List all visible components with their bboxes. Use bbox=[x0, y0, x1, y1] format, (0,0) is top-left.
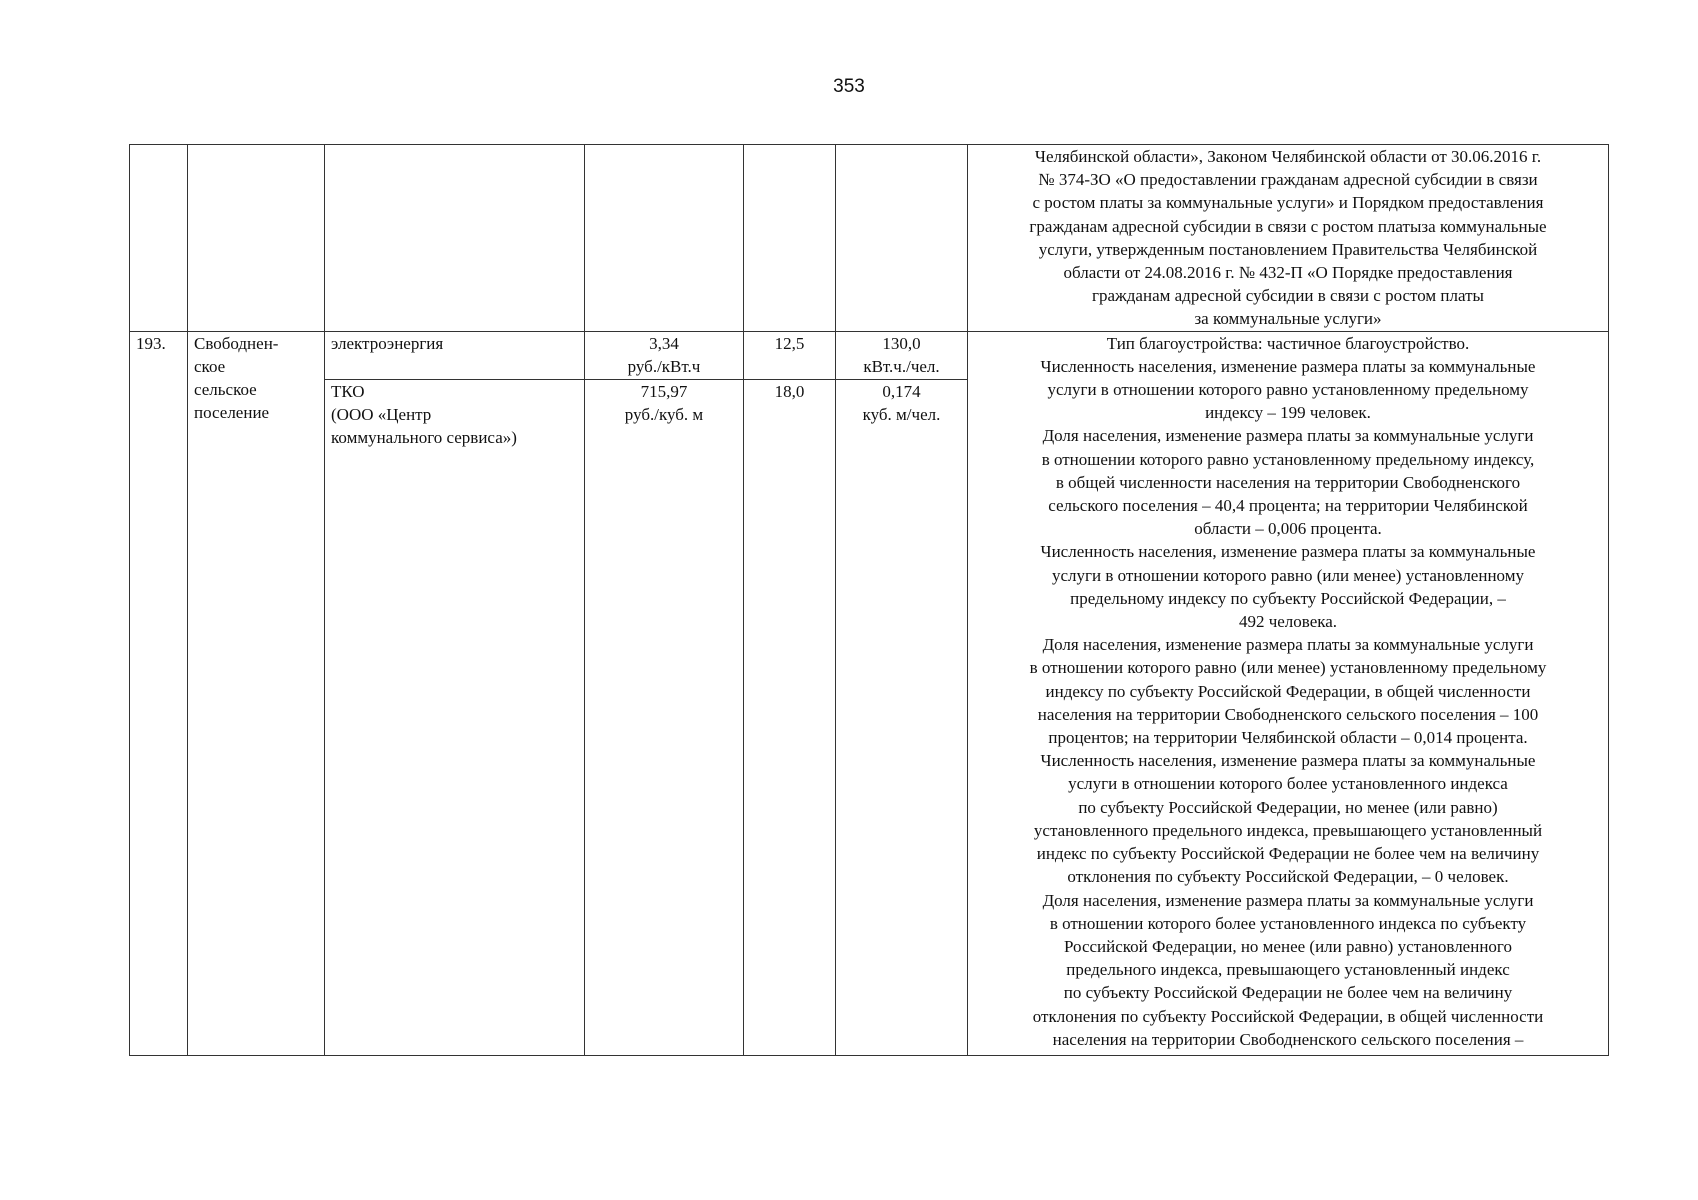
note-line: Челябинской области», Законом Челябинской области от 30.06.2016 г. bbox=[1034, 147, 1542, 166]
note-line: индексу – 199 человек. bbox=[1205, 403, 1371, 423]
note-line: индекс по субъекту Российской Федерации не более чем на величину bbox=[1036, 844, 1540, 864]
row-notes bbox=[968, 331, 1609, 1055]
service-tariff: 3,34 руб./кВт.ч bbox=[585, 331, 744, 379]
note-line: гражданам адресной субсидии в связи с ростом платыза коммунальные bbox=[1029, 216, 1547, 236]
note-line: Численность населения, изменение размера платы за коммунальные bbox=[1040, 751, 1536, 771]
note-line: по субъекту Российской Федерации, но менее (или равно) bbox=[1078, 797, 1498, 817]
note-line: № 374-ЗО «О предоставлении гражданам адресной субсидии в связи bbox=[1038, 170, 1538, 190]
note-line: гражданам адресной субсидии в связи с ростом платы bbox=[1092, 286, 1484, 306]
note-line: установленного предельного индекса, превышающего установленный bbox=[1033, 820, 1543, 840]
note-line: процентов; на территории Челябинской области – 0,014 процента. bbox=[1048, 728, 1528, 748]
empty-cell bbox=[744, 145, 836, 332]
empty-cell bbox=[585, 145, 744, 332]
note-line: населения на территории Свободненского сельского поселения – bbox=[1052, 1029, 1524, 1049]
note-line: Численность населения, изменение размера платы за коммунальные bbox=[1040, 356, 1536, 376]
note-line: в отношении которого более установленного индекса по субъекту bbox=[1049, 913, 1527, 933]
note-line: за коммунальные услуги» bbox=[1194, 309, 1382, 329]
service-percent: 18,0 bbox=[744, 379, 836, 1055]
note-line: Доля населения, изменение размера платы за коммунальные услуги bbox=[1042, 426, 1534, 446]
note-line: с ростом платы за коммунальные услуги» и Порядком предоставления bbox=[1032, 193, 1544, 213]
note-line: сельского поселения – 40,4 процента; на территории Челябинской bbox=[1048, 496, 1528, 516]
note-line: Доля населения, изменение размера платы за коммунальные услуги bbox=[1042, 890, 1534, 910]
continuation-row bbox=[130, 145, 1609, 332]
note-line: по субъекту Российской Федерации не более чем на величину bbox=[1063, 983, 1513, 1003]
empty-cell bbox=[325, 145, 585, 332]
note-line: в отношении которого равно установленному предельному индексу, bbox=[1041, 449, 1535, 469]
note-line: отклонения по субъекту Российской Федерации, в общей численности bbox=[1032, 1006, 1544, 1026]
note-line: населения на территории Свободненского сельского поселения – 100 bbox=[1037, 704, 1539, 724]
note-line: предельного индекса, превышающего установленный индекс bbox=[1066, 960, 1510, 980]
note-line: Численность населения, изменение размера платы за коммунальные bbox=[1040, 542, 1536, 562]
continuation-notes bbox=[968, 145, 1609, 332]
note-line: услуги в отношении которого равно (или менее) установленному bbox=[1052, 565, 1524, 585]
service-tariff: 715,97 руб./куб. м bbox=[585, 379, 744, 1055]
note-line: Доля населения, изменение размера платы за коммунальные услуги bbox=[1042, 635, 1534, 655]
subsidy-table bbox=[129, 144, 1609, 1056]
note-line: в отношении которого равно (или менее) установленному предельному bbox=[1029, 658, 1547, 678]
note-line: области – 0,006 процента. bbox=[1194, 519, 1382, 539]
note-line: индексу по субъекту Российской Федерации, в общей численности bbox=[1045, 681, 1531, 701]
note-line: области от 24.08.2016 г. № 432-П «О Порядке предоставления bbox=[1063, 263, 1513, 283]
service-name: ТКО (ООО «Центр коммунального сервиса») bbox=[325, 379, 585, 1055]
service-norm: 0,174 куб. м/чел. bbox=[836, 379, 968, 1055]
note-line: 492 человека. bbox=[1238, 612, 1338, 632]
note-line: услуги в отношении которого равно установленному предельному bbox=[1047, 380, 1529, 400]
note-line: услуги, утвержденным постановлением Правительства Челябинской bbox=[1038, 239, 1538, 259]
service-name: электроэнергия bbox=[325, 331, 585, 379]
empty-cell bbox=[836, 145, 968, 332]
service-norm: 130,0 кВт.ч./чел. bbox=[836, 331, 968, 379]
row-number: 193. bbox=[130, 331, 188, 1055]
note-line: предельному индексу по субъекту Российской Федерации, – bbox=[1070, 588, 1506, 608]
settlement-name: Свободнен- ское сельское поселение bbox=[188, 331, 325, 1055]
empty-cell bbox=[130, 145, 188, 332]
service-percent: 12,5 bbox=[744, 331, 836, 379]
note-line: отклонения по субъекту Российской Федерации, – 0 человек. bbox=[1067, 867, 1509, 887]
note-line: Российской Федерации, но менее (или равно) установленного bbox=[1064, 936, 1512, 956]
note-line: услуги в отношении которого более установленного индекса bbox=[1068, 774, 1508, 794]
empty-cell bbox=[188, 145, 325, 332]
table-row bbox=[130, 331, 1609, 379]
note-line: Тип благоустройства: частичное благоустройство. bbox=[1106, 333, 1470, 353]
note-line: в общей численности населения на территории Свободненского bbox=[1055, 472, 1521, 492]
page-number: 353 bbox=[833, 76, 865, 97]
